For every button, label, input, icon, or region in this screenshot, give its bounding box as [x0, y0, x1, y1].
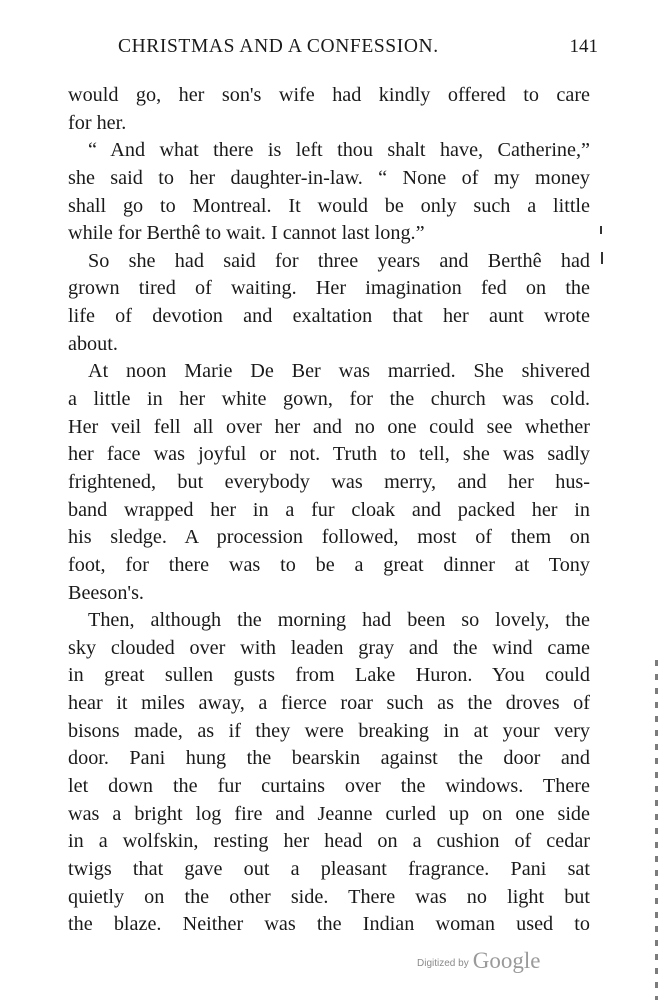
text-line: Then, although the morning had been so lovely, the	[88, 609, 590, 632]
text-line: his sledge. A procession followed, most of them on	[68, 526, 590, 549]
text-line: foot, for there was to be a great dinner at Tony	[68, 553, 590, 576]
text-line: sky clouded over with leaden gray and the wind came	[68, 636, 590, 659]
text-line: bisons made, as if they were breaking in at your very	[68, 719, 590, 742]
page-edge-strip	[655, 660, 658, 1000]
text-line: would go, her son's wife had kindly offered to care	[68, 84, 590, 106]
digitized-by-label: Digitized by	[417, 958, 469, 969]
text-line: door. Pani hung the bearskin against the door and	[68, 747, 590, 770]
google-wordmark: Google	[472, 948, 541, 973]
text-line: Her veil fell all over her and no one could see whether	[68, 415, 590, 438]
text-line: band wrapped her in a fur cloak and packed her in	[68, 498, 590, 521]
digitized-watermark	[417, 948, 540, 974]
text-line: the blaze. Neither was the Indian woman used to	[68, 913, 590, 936]
text-line: So she had said for three years and Berthê had	[88, 249, 590, 272]
text-line: frightened, but everybody was merry, and her hus-	[68, 470, 590, 493]
text-line: Beeson's.	[68, 581, 144, 604]
text-line: grown tired of waiting. Her imagination fed on the	[68, 277, 590, 300]
text-line: “ And what there is left thou shalt have, Catherine,”	[88, 139, 590, 162]
margin-mark	[600, 226, 602, 234]
text-line: while for Berthê to wait. I cannot last long.”	[68, 222, 425, 245]
running-title: CHRISTMAS AND A CONFESSION.	[118, 36, 439, 57]
text-line: a little in her white gown, for the church was cold.	[68, 388, 590, 411]
text-line: in great sullen gusts from Lake Huron. You could	[68, 664, 590, 687]
text-line: about.	[68, 332, 118, 355]
text-line: was a bright log fire and Jeanne curled up on one side	[68, 802, 590, 825]
text-line: life of devotion and exaltation that her aunt wrote	[68, 305, 590, 328]
text-line: let down the fur curtains over the windows. There	[68, 775, 590, 798]
text-line: shall go to Montreal. It would be only such a little	[68, 194, 590, 217]
page-header	[118, 36, 598, 62]
margin-mark	[601, 252, 603, 264]
text-line: her face was joyful or not. Truth to tell, she was sadly	[68, 443, 590, 466]
text-line: in a wolfskin, resting her head on a cushion of cedar	[68, 830, 590, 853]
page-number: 141	[569, 36, 598, 57]
body-text	[68, 82, 590, 939]
text-line: twigs that gave out a pleasant fragrance. Pani sat	[68, 857, 590, 880]
text-line: hear it miles away, a fierce roar such as the droves of	[68, 692, 590, 715]
text-line: quietly on the other side. There was no light but	[68, 885, 590, 908]
text-line: for her.	[68, 111, 127, 134]
text-line: she said to her daughter-in-law. “ None of my money	[68, 166, 590, 189]
text-line: At noon Marie De Ber was married. She shivered	[88, 360, 590, 383]
